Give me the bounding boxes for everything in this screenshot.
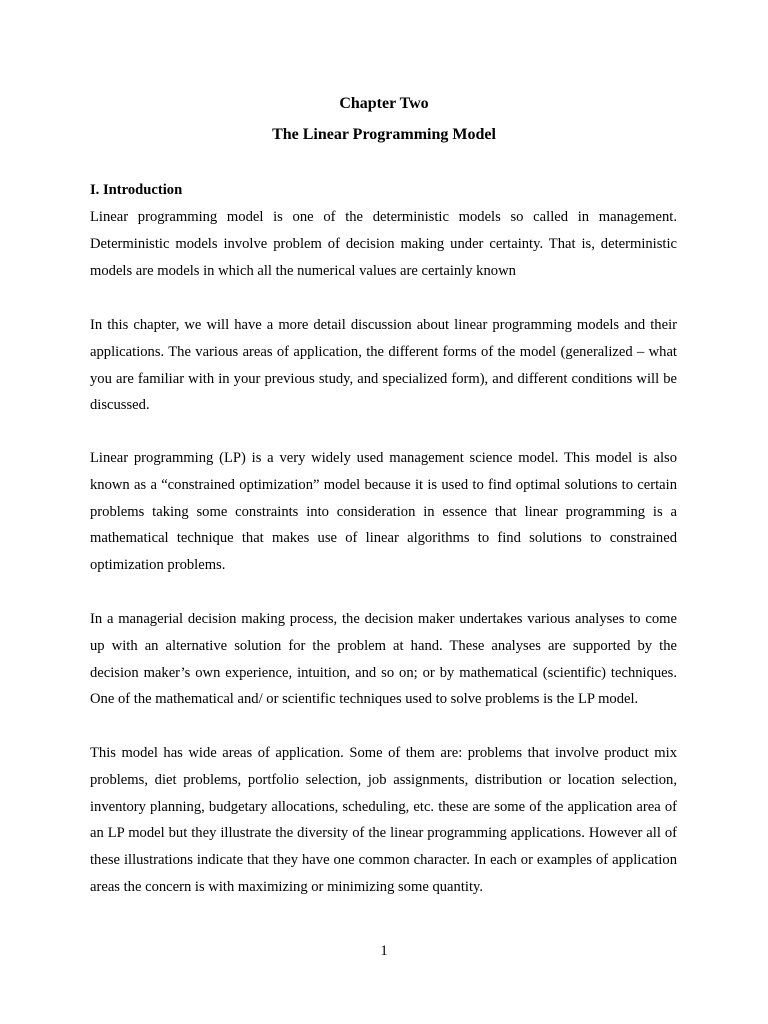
page-number: 1 — [380, 943, 388, 959]
chapter-title: Chapter Two — [339, 95, 429, 112]
paragraph-lp-definition: Linear programming (LP) is a very widely used management science model. This model is also known as a “constrained optimization” model because it is used to find optimal solutions to certain problems taking some constraints into consideration in essence that linear programming is a mathematical technique that makes use of linear algorithms to find solutions to constrained optimization problems. — [90, 450, 677, 574]
section-heading-introduction: I. Introduction — [90, 182, 183, 198]
paragraph-application-areas: This model has wide areas of application. Some of them are: problems that involve product mix problems, diet problems, portfolio selection, job assignments, distribution or location selection, inventory planning, budgetary allocations, scheduling, etc. these are some of the application area of an LP model but they illustrate the diversity of the linear programming applications. However all of these illustrations indicate that they have one common character. In each or examples of application areas the concern is with maximizing or minimizing some quantity. — [90, 745, 677, 895]
main-title: The Linear Programming Model — [272, 126, 496, 143]
paragraph-deterministic-models: Linear programming model is one of the deterministic models so called in management. Deterministic models involve problem of decision making under certainty. That is, deterministic models are models in which all the numerical values are certainly known — [90, 209, 677, 279]
paragraph-decision-making: In a managerial decision making process, the decision maker undertakes various analyses to come up with an alternative solution for the problem at hand. These analyses are supported by the decision maker’s own experience, intuition, and so on; or by mathematical (scientific) techniques. One of the mathematical and/ or scientific techniques used to solve problems is the LP model. — [90, 611, 677, 708]
paragraph-chapter-overview: In this chapter, we will have a more detail discussion about linear programming models and their applications. The various areas of application, the different forms of the model (generalized – what you are familiar with in your previous study, and specialized form), and different conditions will be discussed. — [90, 317, 677, 414]
